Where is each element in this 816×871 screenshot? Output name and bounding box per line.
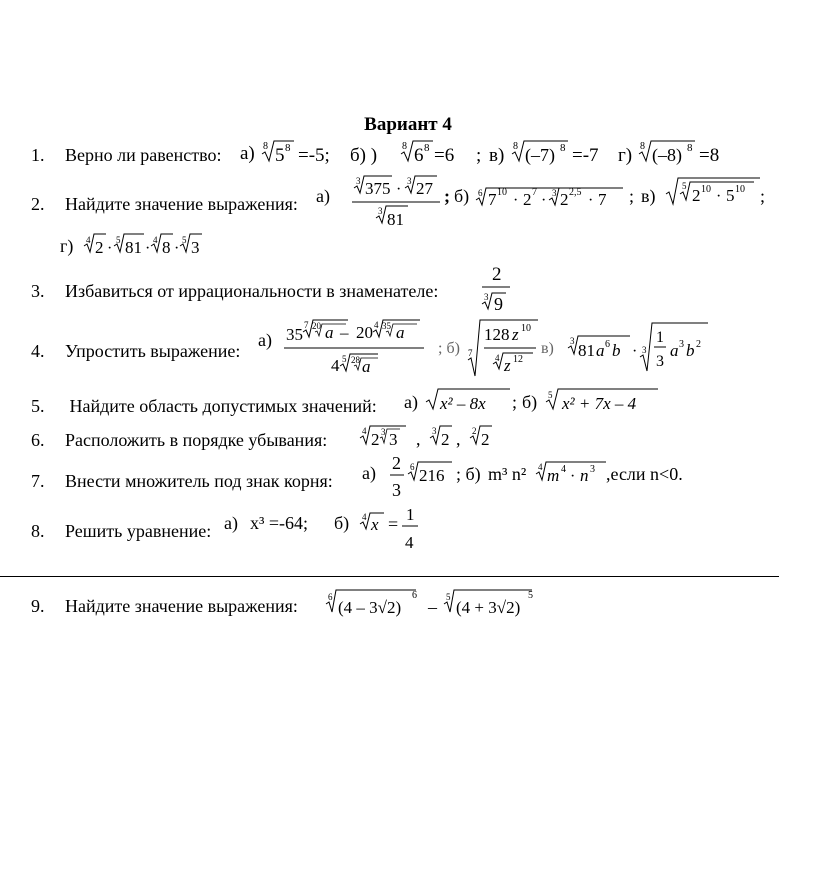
svg-text:x: x [371, 515, 379, 534]
svg-text:b: b [686, 341, 695, 360]
svg-text:3: 3 [642, 345, 647, 355]
svg-text:2: 2 [441, 430, 450, 449]
svg-text:·: · [145, 240, 151, 257]
svg-text:4: 4 [538, 462, 543, 472]
separator: ; [476, 145, 482, 166]
svg-text:2,5: 2,5 [569, 187, 582, 198]
svg-text:n: n [580, 466, 589, 485]
svg-text:20: 20 [356, 323, 373, 342]
svg-text:10: 10 [497, 187, 507, 198]
svg-text:4: 4 [362, 512, 367, 522]
svg-text:4: 4 [561, 464, 566, 475]
svg-text:128: 128 [484, 325, 510, 344]
label-v: в) [541, 340, 554, 357]
label-b: б) [334, 513, 350, 533]
svg-text:2: 2 [371, 430, 380, 449]
svg-text:3: 3 [381, 427, 386, 437]
svg-text:5: 5 [446, 592, 451, 602]
svg-text:·: · [513, 192, 519, 209]
svg-text:3: 3 [356, 176, 361, 186]
svg-text:·: · [588, 192, 594, 209]
label-a: а) [362, 463, 376, 483]
task-number: 3. [31, 281, 45, 301]
label-g: г) [618, 145, 633, 166]
task-number: 9. [31, 596, 45, 616]
svg-text:a: a [670, 341, 679, 360]
task-6 [31, 430, 327, 451]
svg-text:,: , [456, 429, 461, 449]
svg-text:5: 5 [116, 235, 121, 245]
svg-text:a: a [396, 323, 405, 342]
task-9-expression [324, 584, 544, 622]
task-text: Упростить выражение: [65, 341, 241, 361]
task-9 [31, 596, 298, 617]
task-text: Решить уравнение: [65, 521, 212, 541]
svg-text:m³ n²: m³ n² [488, 464, 527, 484]
task-7-expressions [362, 452, 702, 508]
exponent: 8 [424, 142, 430, 154]
svg-text:m: m [547, 466, 560, 485]
svg-text:x² – 8x: x² – 8x [440, 394, 486, 413]
svg-text:2: 2 [560, 190, 569, 209]
task-number: 8. [31, 521, 45, 541]
svg-text:2: 2 [481, 430, 490, 449]
task-5 [31, 396, 377, 417]
task-text: Внести множитель под знак корня: [65, 471, 333, 491]
svg-text:·: · [570, 468, 576, 485]
task-2 [31, 194, 298, 215]
equals-value: =8 [699, 145, 720, 166]
svg-text:35: 35 [286, 325, 303, 344]
svg-text:x³ =-64;: x³ =-64; [250, 513, 309, 533]
svg-text:·: · [174, 240, 180, 257]
svg-text:3: 3 [552, 188, 557, 198]
svg-text:a: a [325, 323, 334, 342]
svg-text:6: 6 [605, 339, 610, 350]
radicand: 6 [414, 145, 424, 166]
svg-text:10: 10 [735, 184, 745, 195]
svg-text:7: 7 [598, 190, 607, 209]
task-text: Найдите значение выражения: [65, 596, 298, 616]
svg-text:(4 + 3√2): (4 + 3√2) [456, 598, 521, 617]
task-number: 1. [31, 145, 45, 165]
svg-text:; б): ; б) [438, 340, 460, 357]
task-text: Найдите значение выражения: [65, 194, 298, 214]
label-b: б) [454, 186, 470, 206]
svg-text:·: · [107, 240, 113, 257]
exponent: 8 [687, 142, 693, 154]
label-a: а) [258, 330, 272, 350]
svg-text:2: 2 [472, 426, 477, 436]
svg-text:2: 2 [95, 238, 104, 257]
label-a: а) [224, 513, 238, 533]
svg-text:10: 10 [521, 323, 531, 334]
svg-text:7: 7 [304, 320, 309, 330]
svg-text:3: 3 [484, 292, 489, 302]
root-index: 8 [640, 141, 645, 152]
exponent: 8 [285, 142, 291, 154]
svg-text:5: 5 [528, 590, 533, 601]
svg-text:5: 5 [342, 354, 347, 364]
numerator-radicand-2: 27 [416, 179, 433, 198]
task-3 [31, 281, 438, 302]
label-v: в) [641, 186, 656, 206]
svg-text:;: ; [512, 392, 518, 412]
svg-text:3: 3 [191, 238, 200, 257]
svg-text:5: 5 [182, 235, 187, 245]
task-number: 5. [31, 396, 45, 416]
exponent: 8 [560, 142, 566, 154]
svg-text:3: 3 [656, 353, 664, 370]
svg-text:5: 5 [726, 186, 735, 205]
denominator-radicand: 9 [494, 294, 503, 314]
task-2-expressions [316, 172, 796, 236]
task-text: Избавиться от иррациональности в знаменателе: [65, 281, 439, 301]
svg-text:3: 3 [590, 464, 595, 475]
svg-text:8: 8 [162, 238, 171, 257]
svg-text:28: 28 [351, 355, 360, 365]
equals-value: =-7 [572, 145, 599, 166]
svg-text:5: 5 [548, 390, 553, 400]
svg-text:4: 4 [495, 353, 500, 363]
task-1-expressions [238, 136, 738, 172]
svg-text:2: 2 [696, 339, 701, 350]
task-4 [31, 341, 240, 362]
svg-text:6: 6 [410, 462, 415, 472]
label-b: б) ) [350, 145, 378, 166]
label-b: б) [522, 392, 538, 412]
task-5-expressions [404, 384, 664, 418]
svg-text:6: 6 [328, 592, 333, 602]
svg-text:2: 2 [523, 190, 532, 209]
svg-text:81: 81 [125, 238, 142, 257]
svg-text:(4 – 3√2): (4 – 3√2) [338, 598, 402, 617]
svg-text:; б): ; б) [456, 464, 481, 484]
svg-text:3: 3 [378, 206, 383, 216]
svg-text:4: 4 [405, 533, 414, 552]
task-number: 2. [31, 194, 45, 214]
task-text: Найдите область допустимых значений: [65, 396, 377, 416]
page-title: Вариант 4 [364, 114, 452, 135]
svg-text:x² + 7x – 4: x² + 7x – 4 [562, 394, 637, 413]
label-a: а) [240, 143, 255, 164]
numerator: 2 [492, 264, 502, 285]
label-v: в) [489, 145, 505, 166]
svg-text:z: z [512, 325, 519, 344]
svg-text:4: 4 [86, 235, 91, 245]
label-a: а) [404, 392, 418, 412]
denominator-radicand: 81 [387, 210, 404, 229]
task-text: Расположить в порядке убывания: [65, 430, 328, 450]
svg-text:1: 1 [406, 505, 415, 524]
task-text: Верно ли равенство: [65, 145, 222, 165]
svg-text:4: 4 [153, 235, 158, 245]
svg-text:12: 12 [513, 354, 523, 365]
root-index: 8 [402, 141, 407, 152]
task-2-expression-g [60, 228, 260, 264]
radicand: 5 [275, 145, 285, 166]
svg-text:7: 7 [468, 348, 473, 358]
task-6-expressions [358, 420, 508, 454]
svg-text:20: 20 [312, 321, 321, 331]
svg-text:2: 2 [692, 186, 701, 205]
svg-text:5: 5 [682, 181, 687, 191]
svg-text:3: 3 [432, 426, 437, 436]
svg-text:·: · [541, 192, 547, 209]
svg-text:=: = [388, 514, 399, 534]
svg-text:,: , [416, 429, 421, 449]
svg-text:–: – [340, 323, 349, 342]
task-1 [31, 145, 221, 166]
separator: ; [629, 186, 635, 206]
svg-text:6: 6 [478, 188, 483, 198]
radicand: (–7) [525, 145, 555, 165]
svg-text:·: · [396, 181, 402, 198]
svg-text:·: · [716, 188, 722, 205]
task-number: 6. [31, 430, 45, 450]
svg-text:81: 81 [578, 341, 595, 360]
svg-text:1: 1 [656, 329, 664, 346]
svg-text:3: 3 [392, 480, 401, 500]
svg-text:3: 3 [570, 336, 575, 346]
label-g: г) [60, 236, 74, 256]
svg-text:b: b [612, 341, 621, 360]
task-8-expressions [224, 505, 434, 555]
svg-text:a: a [362, 357, 371, 376]
divider-line [0, 576, 779, 577]
svg-text:a: a [596, 341, 605, 360]
root-index: 8 [263, 141, 268, 152]
svg-text:3: 3 [679, 339, 684, 350]
svg-text:7: 7 [488, 190, 497, 209]
task-number: 7. [31, 471, 45, 491]
task-3-fraction [476, 262, 526, 316]
svg-text:4: 4 [362, 426, 367, 436]
task-number: 4. [31, 341, 45, 361]
svg-text:6: 6 [412, 590, 417, 601]
task-4-expressions [258, 316, 718, 382]
svg-text:3: 3 [389, 430, 398, 449]
equals-value: =6 [434, 145, 455, 166]
svg-text:·: · [632, 343, 638, 360]
svg-text:4: 4 [331, 356, 340, 375]
root-index: 8 [513, 141, 518, 152]
svg-text:4: 4 [374, 320, 379, 330]
svg-text:3: 3 [407, 176, 412, 186]
svg-text:10: 10 [701, 184, 711, 195]
numerator-radicand-1: 375 [365, 179, 391, 198]
equals-value: =-5; [298, 145, 330, 166]
svg-text:–: – [428, 597, 437, 617]
task-8 [31, 521, 211, 542]
radicand: (–8) [652, 145, 682, 165]
svg-text:35: 35 [382, 321, 391, 331]
svg-text:z: z [504, 356, 511, 375]
label-a: а) [316, 186, 330, 206]
separator: ; [760, 186, 766, 206]
svg-text:7: 7 [532, 187, 537, 198]
svg-text:216: 216 [419, 466, 445, 485]
svg-text:2: 2 [392, 453, 401, 473]
svg-text:;: ; [444, 186, 450, 206]
svg-text:,если n<0.: ,если n<0. [606, 464, 683, 484]
task-7 [31, 471, 333, 492]
